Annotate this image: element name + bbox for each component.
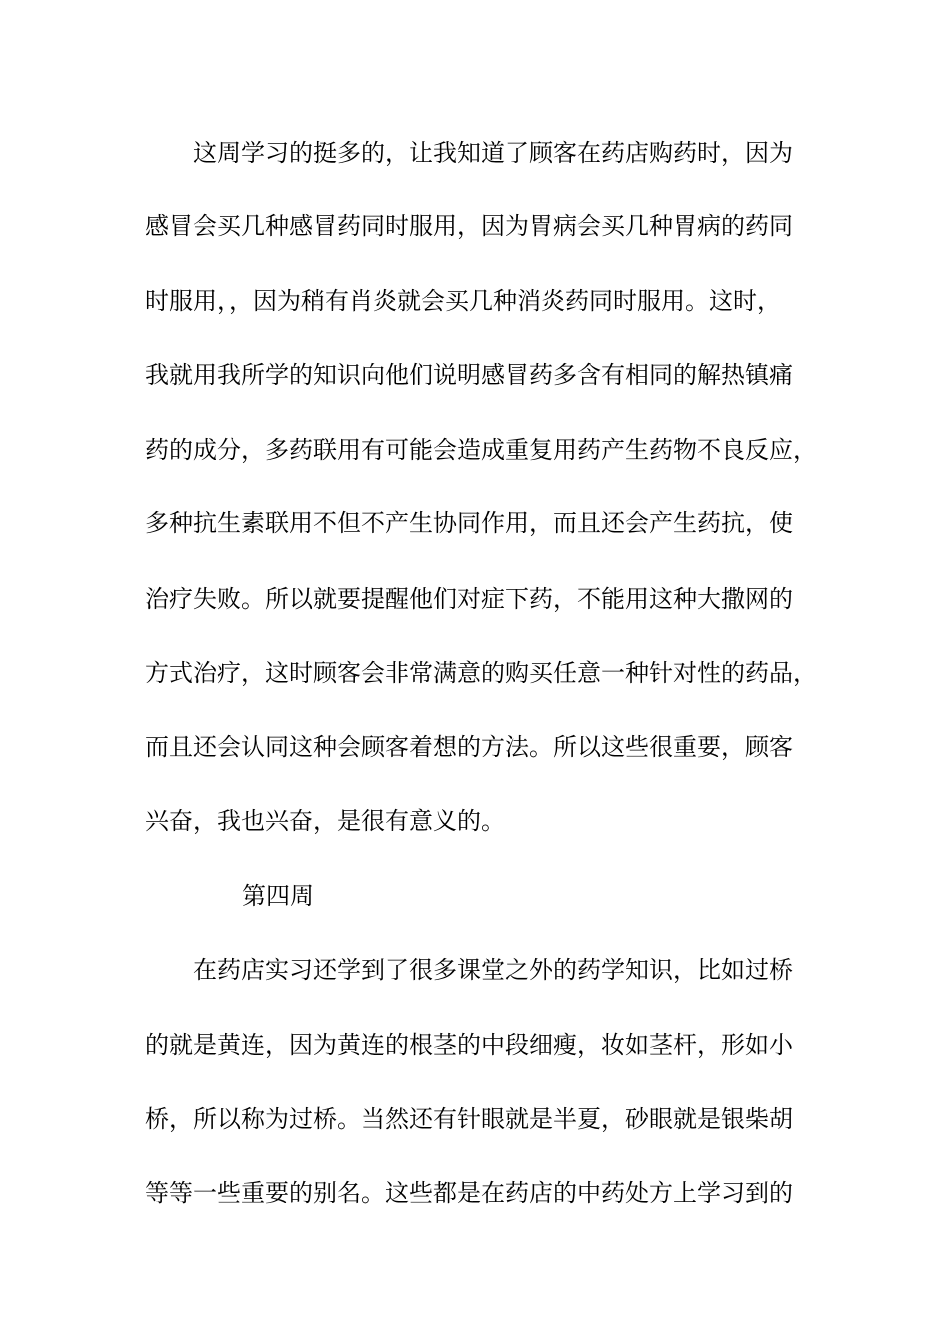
paragraph-1-line-6: 多种抗生素联用不但不产生协同作用，而且还会产生药抗，使 (145, 509, 793, 537)
paragraph-1-line-1: 这周学习的挺多的，让我知道了顾客在药店购药时，因为 (193, 139, 793, 167)
paragraph-1-line-2: 感冒会买几种感冒药同时服用，因为胃病会买几种胃病的药同 (145, 212, 793, 240)
paragraph-2-line-4: 等等一些重要的别名。这些都是在药店的中药处方上学习到的 (145, 1179, 793, 1207)
paragraph-1-line-3: 时服用，，因为稍有肖炎就会买几种消炎药同时服用。这时， (145, 287, 781, 315)
section-heading: 第四周 (242, 882, 314, 910)
paragraph-1-line-10: 兴奋，我也兴奋，是很有意义的。 (145, 807, 505, 835)
paragraph-2-line-3: 桥，所以称为过桥。当然还有针眼就是半夏，砂眼就是银柴胡 (145, 1105, 793, 1133)
paragraph-1-line-4: 我就用我所学的知识向他们说明感冒药多含有相同的解热镇痛 (145, 361, 793, 389)
paragraph-1-line-9: 而且还会认同这种会顾客着想的方法。所以这些很重要，顾客 (145, 733, 793, 761)
paragraph-2-line-2: 的就是黄连，因为黄连的根茎的中段细瘦，妆如茎杆，形如小 (145, 1031, 793, 1059)
paragraph-2-line-1: 在药店实习还学到了很多课堂之外的药学知识，比如过桥 (193, 956, 793, 984)
paragraph-1-line-5: 药的成分，多药联用有可能会造成重复用药产生药物不良反应， (145, 436, 817, 464)
paragraph-1-line-8: 方式治疗，这时顾客会非常满意的购买任意一种针对性的药品， (145, 659, 817, 687)
paragraph-1-line-7: 治疗失败。所以就要提醒他们对症下药，不能用这种大撒网的 (145, 585, 793, 613)
